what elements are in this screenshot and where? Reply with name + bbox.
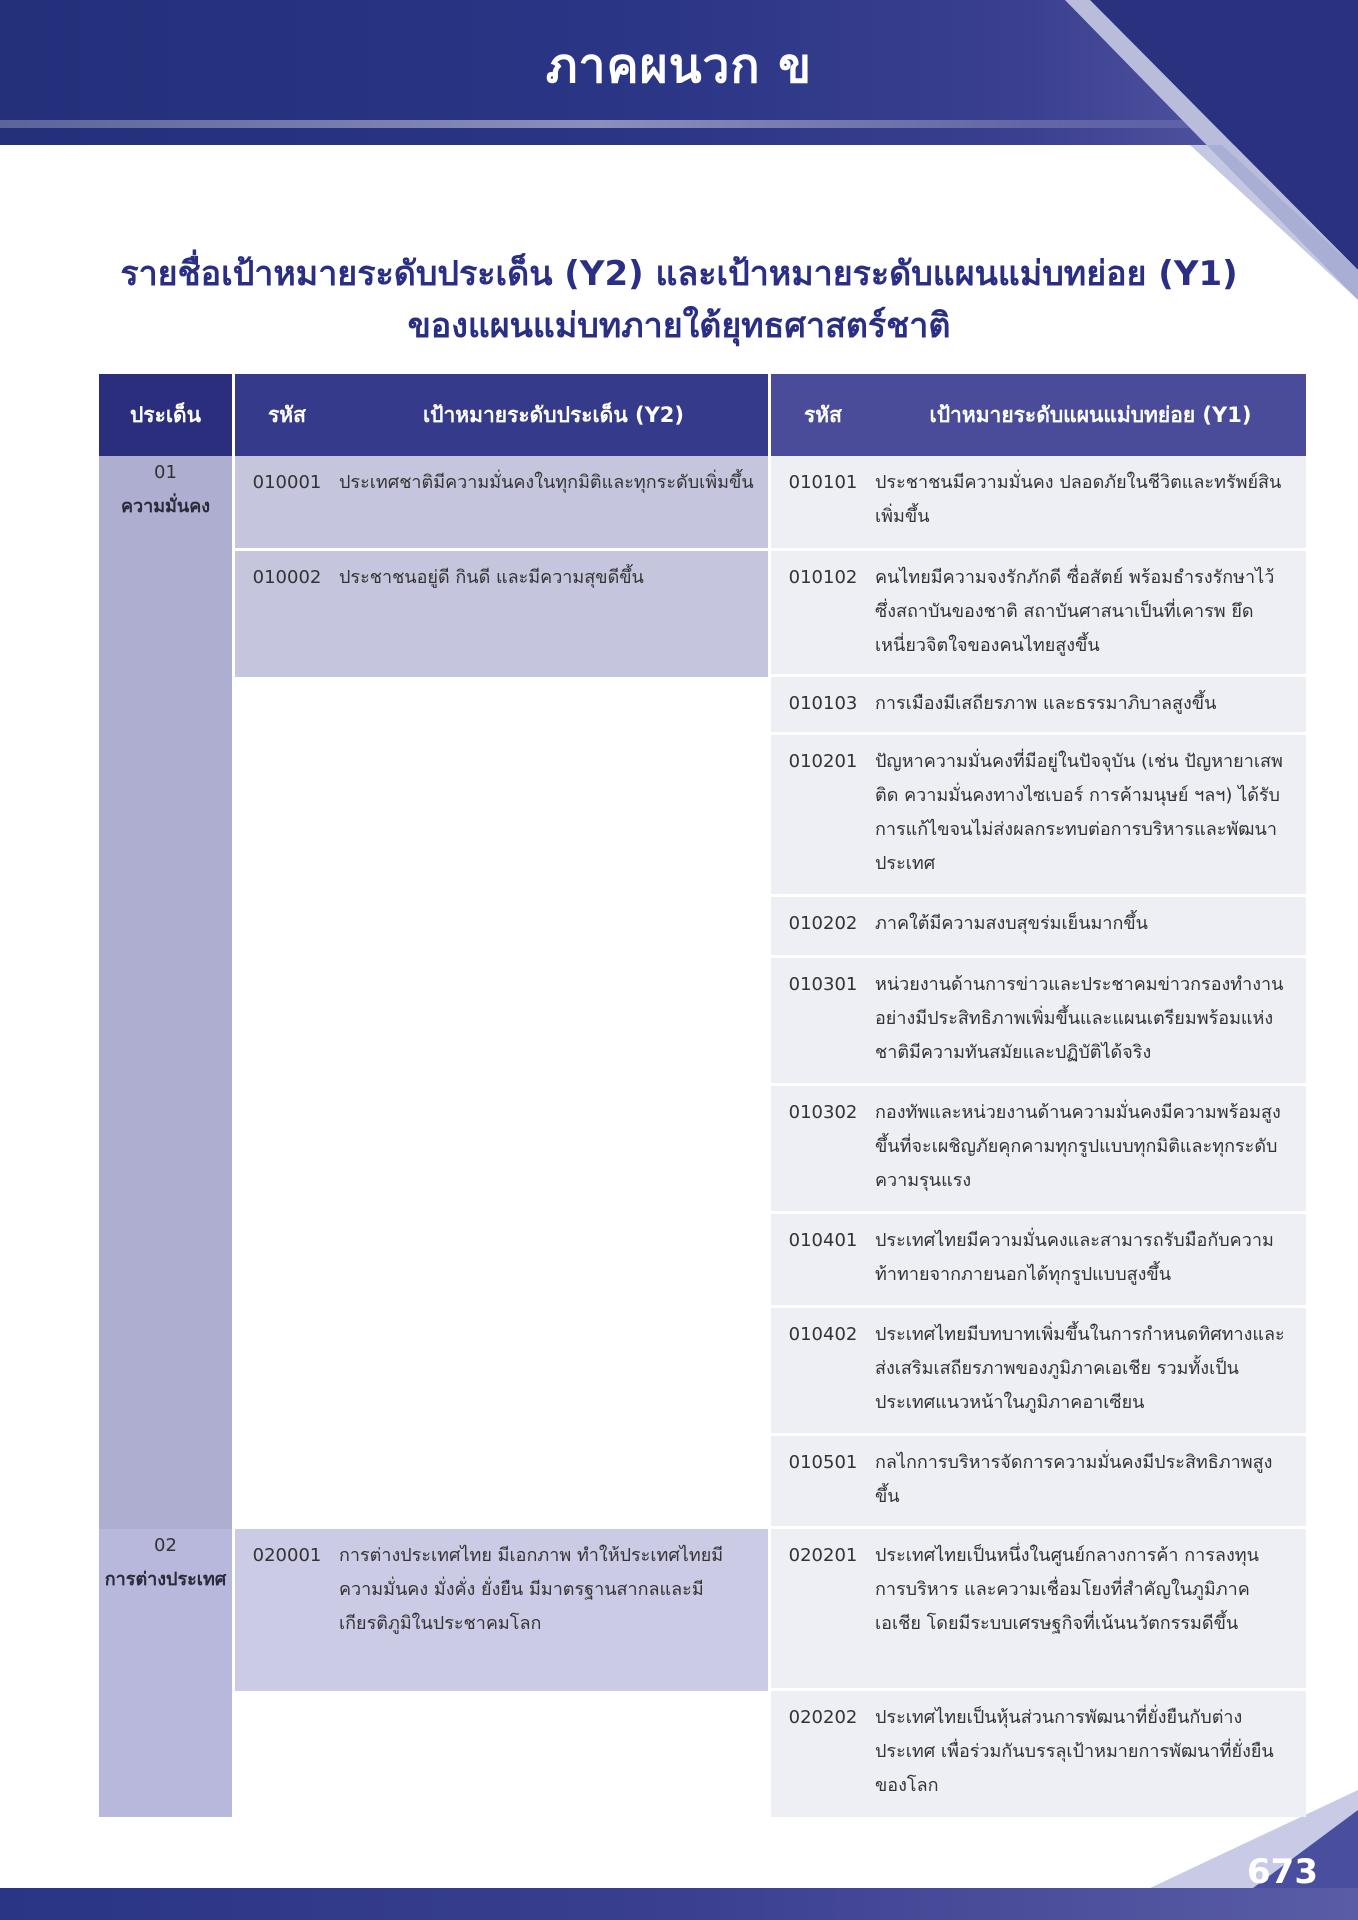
y2-cell bbox=[235, 551, 768, 677]
y1-code: 010402 bbox=[788, 1324, 858, 1345]
y1-text: ประเทศไทยมีบทบาทเพิ่มขึ้นในการกำหนดทิศทางและส่งเสริมเสถียรภาพของภูมิภาคเอเชีย รวมทั้งเป็นประเทศแนวหน้าในภูมิภาคอาเซียน bbox=[875, 1324, 1285, 1413]
y1-cell bbox=[771, 551, 1306, 677]
heading-line-2: ของแผนแม่บทภายใต้ยุทธศาสตร์ชาติ bbox=[407, 306, 951, 346]
y1-text: หน่วยงานด้านการข่าวและประชาคมข่าวกรองทำงานอย่างมีประสิทธิภาพเพิ่มขึ้นและแผนเตรียมพร้อมแห่งชาติมีความทันสมัยและปฏิบัติได้จริง bbox=[875, 974, 1284, 1063]
y1-code: 010102 bbox=[788, 567, 858, 588]
y2-text: การต่างประเทศไทย มีเอกภาพ ทำให้ประเทศไทยมีความมั่นคง มั่งคั่ง ยั่งยืน มีมาตรฐานสากลและมีเกียรติภูมิในประชาคมโลก bbox=[339, 1545, 724, 1634]
y2-text: ประชาชนอยู่ดี กินดี และมีความสุขดีขึ้น bbox=[339, 567, 644, 588]
header-y1-title: เป้าหมายระดับแผนแม่บทย่อย (Y1) bbox=[929, 402, 1252, 427]
y1-cell bbox=[771, 677, 1306, 735]
y1-cell bbox=[771, 735, 1306, 897]
y1-code: 010301 bbox=[788, 974, 858, 995]
y1-text: ประเทศไทยเป็นหนึ่งในศูนย์กลางการค้า การลงทุน การบริหาร และความเชื่อมโยงที่สำคัญในภูมิภาคเอเชีย โดยมีระบบเศรษฐกิจที่เน้นนวัตกรรมดีขึ้น bbox=[875, 1545, 1259, 1634]
y2-empty-cell bbox=[235, 1691, 768, 1817]
y1-code: 010202 bbox=[788, 913, 858, 934]
table-header-row bbox=[99, 374, 1306, 456]
table-row bbox=[99, 551, 1306, 677]
y1-code: 010103 bbox=[788, 693, 858, 714]
y1-cell bbox=[771, 1436, 1306, 1529]
y1-cell bbox=[771, 1308, 1306, 1436]
table-row bbox=[99, 1691, 1306, 1817]
issue-name: ความมั่นคง bbox=[120, 496, 211, 517]
footer-band bbox=[0, 1888, 1358, 1920]
y1-text: ปัญหาความมั่นคงที่มีอยู่ในปัจจุบัน (เช่น ปัญหายาเสพติด ความมั่นคงทางไซเบอร์ การค้ามนุษย์ ฯลฯ) ได้รับการแก้ไขจนไม่ส่งผลกระทบต่อการบริหารและพัฒนาประเทศ bbox=[875, 751, 1283, 874]
table-row bbox=[99, 456, 1306, 551]
header-y1 bbox=[771, 374, 1306, 456]
issue-number: 01 bbox=[154, 462, 177, 483]
y1-code: 020202 bbox=[788, 1707, 858, 1728]
y1-text: กลไกการบริหารจัดการความมั่นคงมีประสิทธิภาพสูงขึ้น bbox=[875, 1452, 1273, 1507]
header-y2-code: รหัส bbox=[268, 402, 306, 427]
y1-cell bbox=[771, 1691, 1306, 1817]
page-title: ภาคผนวก ข bbox=[545, 38, 813, 94]
issue-number: 02 bbox=[154, 1535, 177, 1556]
y1-code: 010201 bbox=[788, 751, 858, 772]
y1-text: ภาคใต้มีความสงบสุขร่มเย็นมากขึ้น bbox=[875, 913, 1148, 934]
y1-text: ประเทศไทยเป็นหุ้นส่วนการพัฒนาที่ยั่งยืนกับต่างประเทศ เพื่อร่วมกันบรรลุเป้าหมายการพัฒนาที่ยั่งยืนของโลก bbox=[875, 1707, 1274, 1796]
y1-code: 020201 bbox=[788, 1545, 858, 1566]
table-row bbox=[99, 1529, 1306, 1691]
header-issue: ประเด็น bbox=[99, 374, 232, 456]
y1-cell bbox=[771, 958, 1306, 1086]
page-number: 673 bbox=[1247, 1852, 1318, 1892]
y1-cell bbox=[771, 1529, 1306, 1691]
y1-text: กองทัพและหน่วยงานด้านความมั่นคงมีความพร้อมสูงขึ้นที่จะเผชิญภัยคุกคามทุกรูปแบบทุกมิติและทุกระดับความรุนแรง bbox=[875, 1102, 1281, 1191]
y1-code: 010501 bbox=[788, 1452, 858, 1473]
y1-text: ประเทศไทยมีความมั่นคงและสามารถรับมือกับความท้าทายจากภายนอกได้ทุกรูปแบบสูงขึ้น bbox=[875, 1230, 1274, 1285]
header-y1-code: รหัส bbox=[804, 402, 842, 427]
header-y2-title: เป้าหมายระดับประเด็น (Y2) bbox=[423, 402, 684, 427]
y2-text: ประเทศชาติมีความมั่นคงในทุกมิติและทุกระดับเพิ่มขึ้น bbox=[339, 472, 754, 493]
y2-cell bbox=[235, 1529, 768, 1691]
issue-name: การต่างประเทศ bbox=[104, 1569, 227, 1590]
section-heading bbox=[60, 248, 1298, 352]
y2-code: 010001 bbox=[252, 472, 322, 493]
y2-empty-cell bbox=[235, 677, 768, 1529]
y1-cell bbox=[771, 1086, 1306, 1214]
targets-table bbox=[96, 374, 1309, 1817]
table-row bbox=[99, 677, 1306, 735]
y1-cell bbox=[771, 456, 1306, 551]
y2-cell bbox=[235, 456, 768, 551]
y1-code: 010401 bbox=[788, 1230, 858, 1251]
y1-text: คนไทยมีความจงรักภักดี ซื่อสัตย์ พร้อมธำรงรักษาไว้ซึ่งสถาบันของชาติ สถาบันศาสนาเป็นที่เคารพ ยึดเหนี่ยวจิตใจของคนไทยสูงขึ้น bbox=[875, 567, 1275, 656]
y2-code: 010002 bbox=[252, 567, 322, 588]
y1-cell bbox=[771, 1214, 1306, 1308]
y2-code: 020001 bbox=[252, 1545, 322, 1566]
header-y2 bbox=[235, 374, 768, 456]
y1-code: 010302 bbox=[788, 1102, 858, 1123]
y1-code: 010101 bbox=[788, 472, 858, 493]
y1-text: การเมืองมีเสถียรภาพ และธรรมาภิบาลสูงขึ้น bbox=[875, 693, 1217, 714]
issue-cell-02 bbox=[99, 1529, 232, 1817]
heading-line-1: รายชื่อเป้าหมายระดับประเด็น (Y2) และเป้าหมายระดับแผนแม่บทย่อย (Y1) bbox=[120, 254, 1238, 294]
y1-cell bbox=[771, 897, 1306, 958]
issue-cell-01 bbox=[99, 456, 232, 1529]
y1-text: ประชาชนมีความมั่นคง ปลอดภัยในชีวิตและทรัพย์สินเพิ่มขึ้น bbox=[875, 472, 1282, 527]
